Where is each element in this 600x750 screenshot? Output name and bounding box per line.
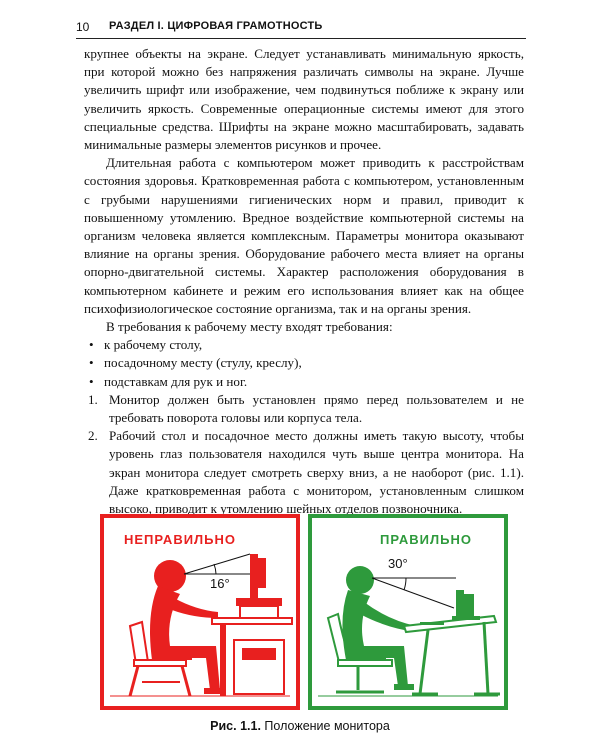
wrong-label: НЕПРАВИЛЬНО xyxy=(124,532,237,547)
page-number: 10 xyxy=(76,20,90,34)
paragraph-3: В требования к рабочему месту входят требования: xyxy=(106,319,393,335)
wrong-angle-label: 16° xyxy=(210,576,230,591)
body-text xyxy=(84,45,524,518)
numbered-item-2 xyxy=(84,427,524,518)
list-item: • подставкам для рук и ног. xyxy=(84,373,524,391)
right-label: ПРАВИЛЬНО xyxy=(380,532,472,547)
caption-prefix: Рис. 1.1. xyxy=(210,719,261,733)
caption-text: Положение монитора xyxy=(264,719,390,733)
numbered-item-1 xyxy=(84,391,524,427)
item-text: Рабочий стол и посадочное место должны иметь такую высоту, чтобы уровень глаз пользователя находился чуть выше центра монитора. На экран монитора следует смотреть сверху вниз, а не наоборот (рис. 1.1). Даже кратковременная работа с монитором, установленным слишком высоко, приводит к утомлению шейных отделов позвоночника. xyxy=(109,428,524,517)
section-title: РАЗДЕЛ I. ЦИФРОВАЯ ГРАМОТНОСТЬ xyxy=(109,20,323,32)
paragraph-1: крупнее объекты на экране. Следует устанавливать минимальную яркость, при которой можно без напряжения различать символы на экране. Лучше увеличить шрифт или изображение, чем подвинуться поближе к экрану или увеличить яркость. Современные операционные системы имеют для этого специальные средства. Шрифты на экране можно масштабировать, задавать минимальные размеры элементов рисунков и прочее. xyxy=(84,46,524,153)
numbered-list xyxy=(84,391,524,518)
requirements-list xyxy=(84,336,524,391)
page-header xyxy=(76,16,526,39)
panel-wrong xyxy=(100,514,300,710)
right-angle-label: 30° xyxy=(388,556,408,571)
paragraph-2: Длительная работа с компьютером может приводить к расстройствам состояния здоровья. Кратковременная работа с компьютером, установленным с грубыми нарушениями гигиенических норм и правил, приводит к повышенному утомлению. Вредное воздействие компьютерной системы на организм человека является комплексным. Параметры монитора оказывают влияние на органы зрения. Оборудование рабочего места влияет на органы опорно-двигательной системы. Характер расположения оборудования в компьютерном кабинете и режим его использования влияет как на общее психофизиологическое состояние организма, так и на органы зрения. xyxy=(84,155,524,316)
list-item: • посадочному месту (стулу, креслу), xyxy=(84,354,524,372)
figure-monitor-position xyxy=(100,514,510,710)
panel-right xyxy=(308,514,508,710)
item-number: 2. xyxy=(88,428,98,444)
list-item: • к рабочему столу, xyxy=(84,336,524,354)
item-text: Монитор должен быть установлен прямо перед пользователем и не требовать поворота головы или корпуса тела. xyxy=(109,391,524,426)
figure-caption xyxy=(0,719,600,733)
item-number: 1. xyxy=(88,391,98,407)
